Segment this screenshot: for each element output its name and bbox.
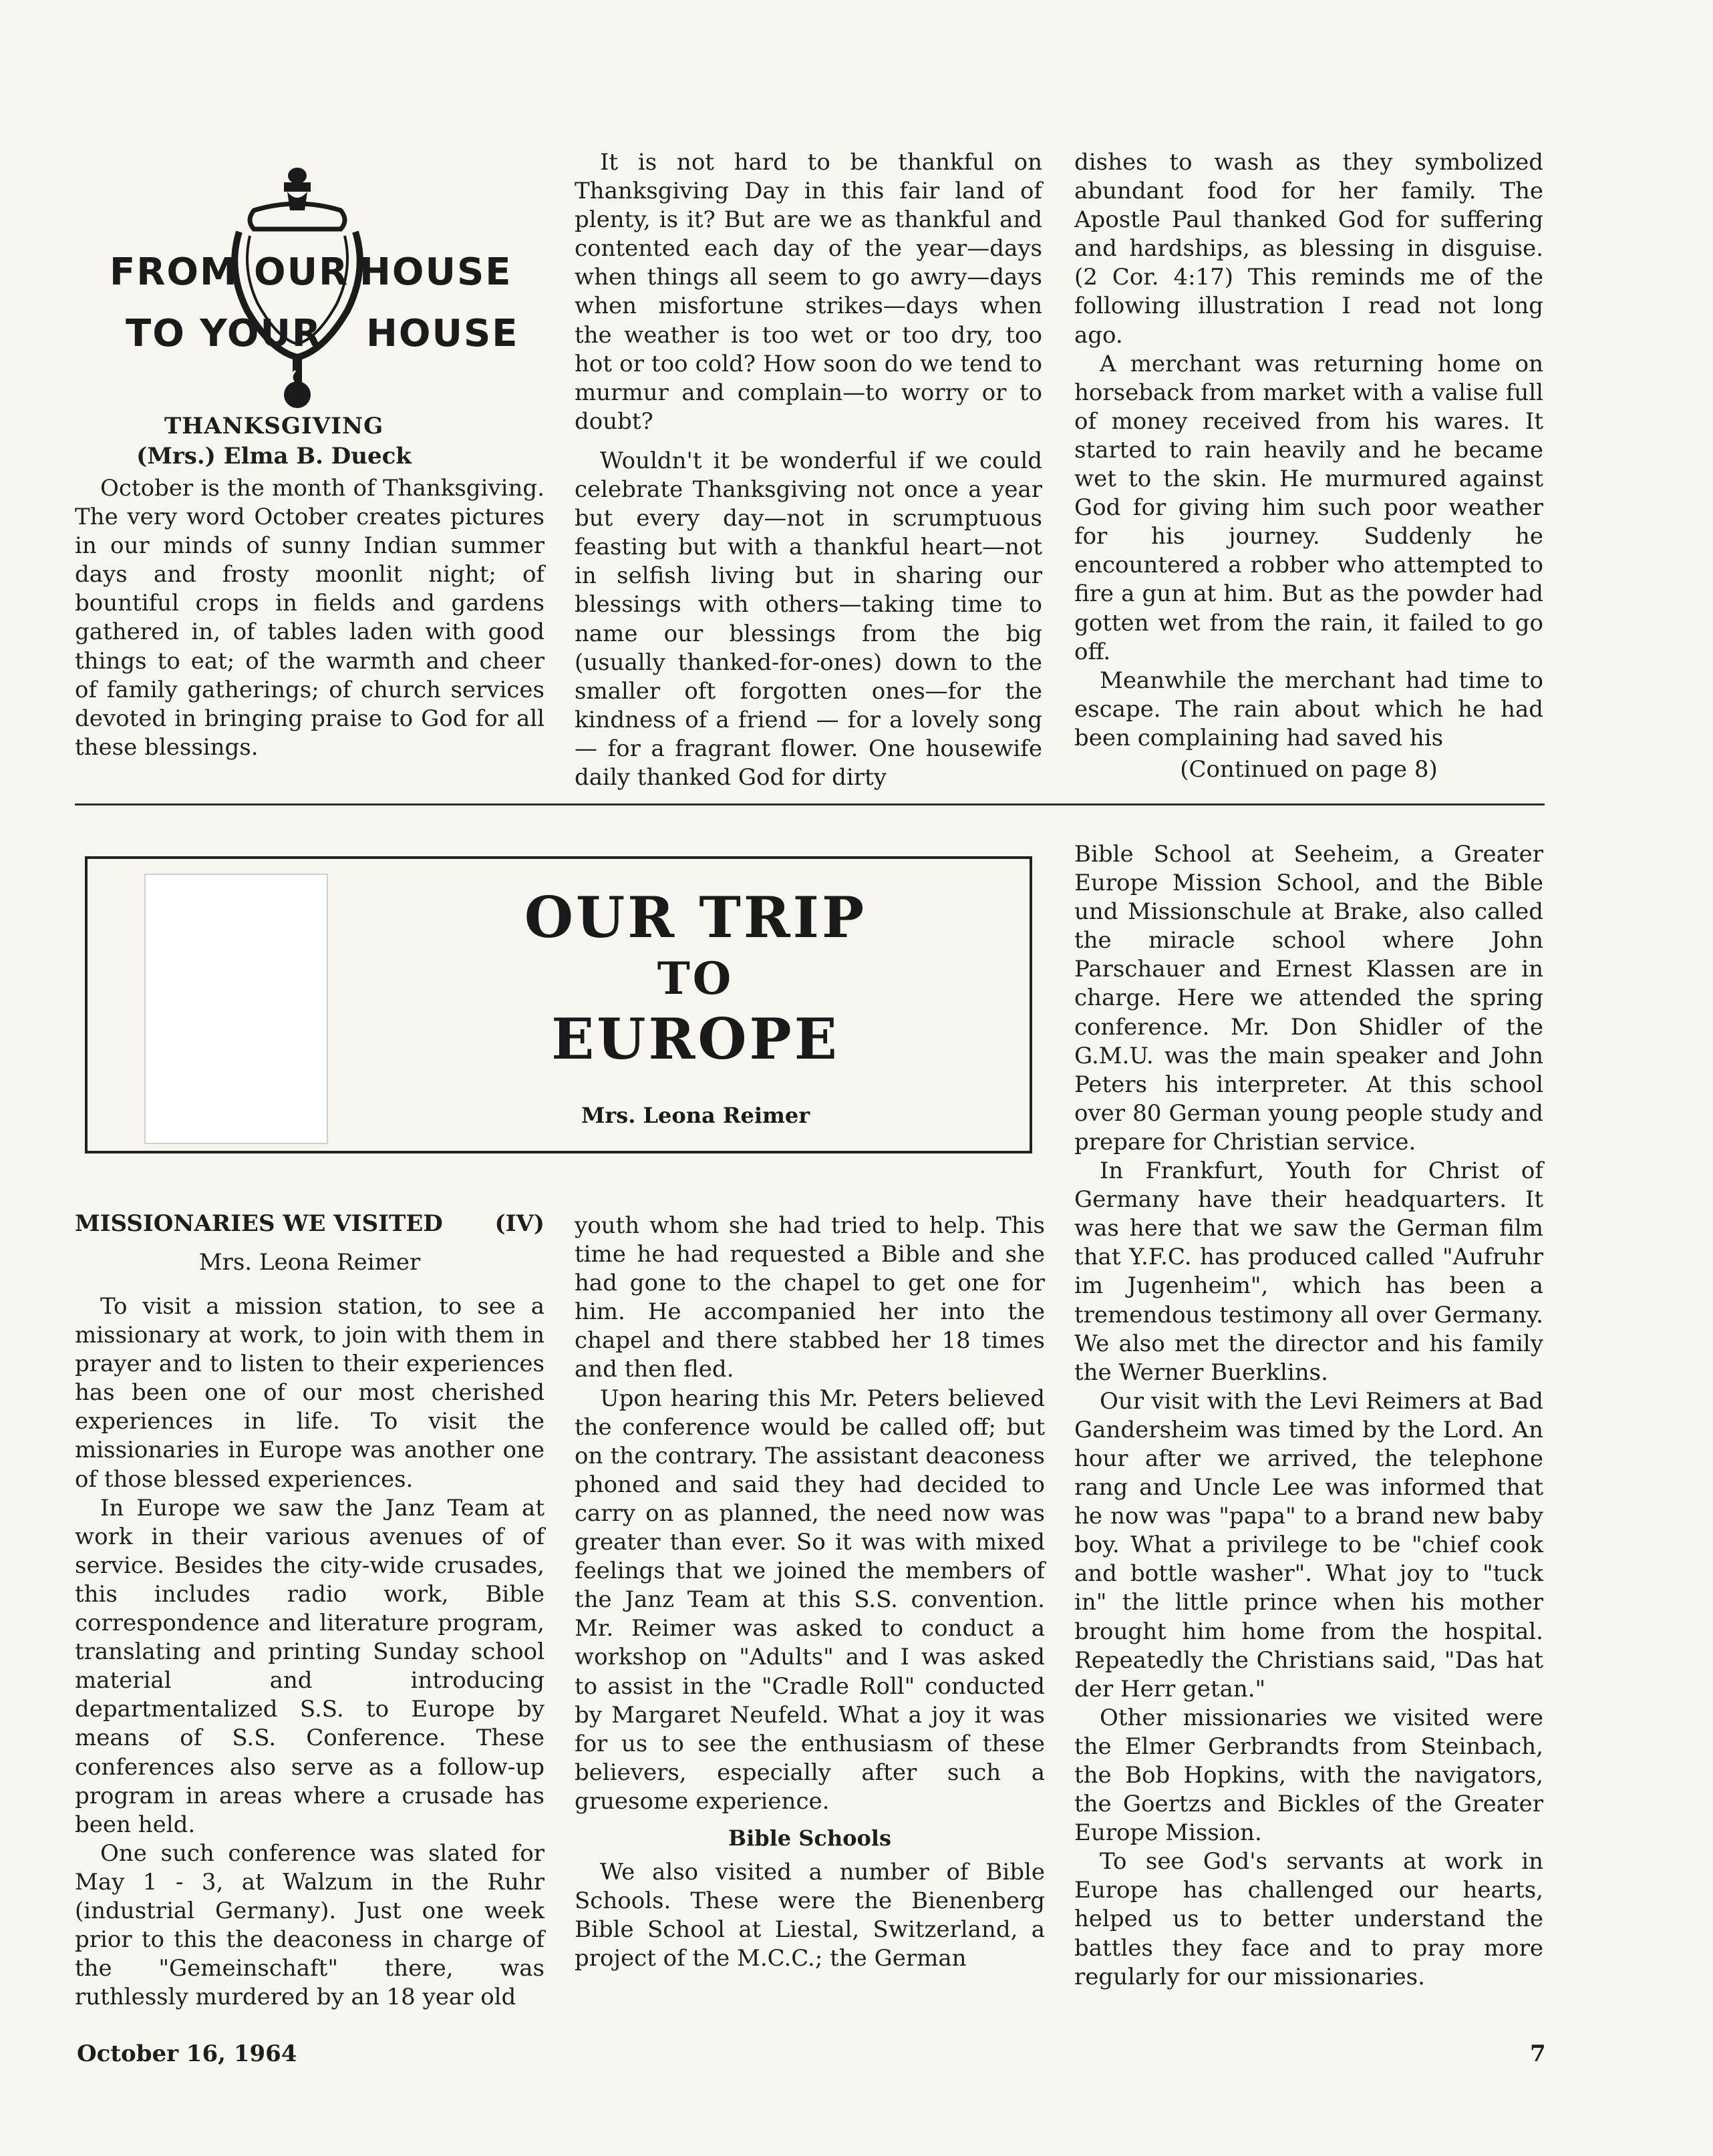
thanksgiving-column-2 xyxy=(575,148,1042,792)
paragraph: A merchant was returning home on horseback from market with a valise full of money received from his wares. It started to rain heavily and he became wet to the skin. He murmured against God for giving him such poor weather for his journey. Suddenly he encountered a robber who attempted to fire a gun at him. But as the powder had gotten wet from the rain, it failed to go off. xyxy=(1074,350,1543,665)
paragraph: Wouldn't it be wonderful if we could celebrate Thanksgiving not once a year but every day—not in scrumptuous feasting but with a thankful heart—not in selfish living but in sharing our blessings with others—taking time to name our blessings from the big (usually thanked-for-ones) down to the smaller oft forgotten ones—for the kindness of a friend — for a lovely song — for a fragrant flower. One housewife daily thanked God for dirty xyxy=(575,447,1042,791)
thanksgiving-column-1 xyxy=(75,474,544,762)
trip-title-box xyxy=(85,856,1032,1153)
paragraph: Meanwhile the merchant had time to escape. The rain about which he had been complaining had saved his xyxy=(1074,667,1543,751)
paragraph: To see God's servants at work in Europe has challenged our hearts, helped us to better understand the battles they face and to pray more regularly for our missionaries. xyxy=(1074,1848,1543,1990)
paragraph: To visit a mission station, to see a missionary at work, to join with them in prayer and to listen to their experiences has been one of our most cherished experiences in life. To visit the missionaries in Europe was another one of those blessed experiences. xyxy=(75,1293,544,1493)
footer-date: October 16, 1964 xyxy=(77,2040,297,2067)
bible-schools-subhead: Bible Schools xyxy=(728,1825,891,1851)
section-number: (IV) xyxy=(494,1210,544,1237)
paragraph: dishes to wash as they symbolized abundant food for her family. The Apostle Paul thanked God for suffering and hardships, as blessing in disguise. (2 Cor. 4:17) This reminds me of the following illustration I read not long ago. xyxy=(1074,149,1543,349)
trip-column-1 xyxy=(75,1292,544,2012)
paragraph: October is the month of Thanksgiving. The very word October creates pictures in our minds of sunny Indian summer days and frosty moonlit night; of bountiful crops in fields and gardens gathered in, of tables laden with good things to eat; of the warmth and cheer of family gatherings; of church services devoted in bringing praise to God for all these blessings. xyxy=(75,475,544,761)
paragraph: Upon hearing this Mr. Peters believed the conference would be called off; but on the contrary. The assistant deaconess phoned and said they had decided to carry on as planned, the need now was greater than ever. So it was with mixed feelings that we joined the members of the Janz Team at this S.S. convention. Mr. Reimer was asked to conduct a workshop on "Adults" and I was asked to assist in the "Cradle Roll" conducted by Margaret Neufeld. What a joy it was for us to see the enthusiasm of these believers, especially after such a gruesome experience. xyxy=(575,1385,1045,1815)
paragraph: Our visit with the Levi Reimers at Bad Gandersheim was timed by the Lord. An hour after we arrived, the telephone rang and Uncle Lee was informed that he now was "papa" to a brand new baby boy. What a privilege to be "chief cook and bottle washer". What joy to "tuck in" the little prince when his mother brought him home from the hospital. Repeatedly the Christians said, "Das hat der Herr getan." xyxy=(1074,1387,1543,1702)
section-author: Mrs. Leona Reimer xyxy=(198,1249,421,1276)
paragraph: youth whom she had tried to help. This time he had requested a Bible and she had gone to the chapel to get one for him. He accompanied her into the chapel and there stabbed her 18 times and then fled. xyxy=(575,1212,1045,1383)
trip-title-line-2: TO xyxy=(657,952,734,1005)
paragraph: In Frankfurt, Youth for Christ of Germany have their headquarters. It was here that we saw the German film that Y.F.C. has produced called "Aufruhr im Jugenheim", which has been a tremendous testimony all over Germany. We also met the director and his family the Werner Buerklins. xyxy=(1074,1157,1543,1386)
article-divider xyxy=(75,803,1545,805)
author-photo xyxy=(144,874,328,1144)
paragraph: Bible School at Seeheim, a Greater Europe Mission School, and the Bible und Missionschule at Brake, also called the miracle school where John Parschauer and Ernest Klassen are in charge. Here we attended the spring conference. Mr. Don Shidler of the G.M.U. was the main speaker and John Peters his interpreter. At this school over 80 German young people study and prepare for Christian service. xyxy=(1074,841,1543,1155)
paragraph: It is not hard to be thankful on Thanksgiving Day in this fair land of plenty, is it? But are we as thankful and contented each day of the year—days when things all seem to go awry—days when misfortune strikes—days when the weather is too wet or too dry, too hot or too cold? How soon do we tend to murmur and complain—to worry or to doubt? xyxy=(575,149,1042,435)
thanksgiving-author: (Mrs.) Elma B. Dueck xyxy=(136,443,412,470)
trip-title-line-3: EUROPE xyxy=(551,1006,840,1072)
masthead-our: OUR xyxy=(254,250,349,294)
masthead-house-1: HOUSE xyxy=(359,250,512,294)
masthead xyxy=(87,157,519,411)
thanksgiving-title: THANKSGIVING xyxy=(164,413,384,439)
trip-title-line-1: OUR TRIP xyxy=(524,884,867,950)
paragraph: Other missionaries we visited were the Elmer Gerbrandts from Steinbach, the Bob Hopkins, with the navigators, the Goertzs and Bickles of the Greater Europe Mission. xyxy=(1074,1704,1543,1847)
section-heading xyxy=(75,1210,544,1237)
paragraph: We also visited a number of Bible Schools. These were the Bienenberg Bible School at Liestal, Switzerland, a project of the M.C.C.; the German xyxy=(575,1859,1045,1972)
trip-byline: Mrs. Leona Reimer xyxy=(581,1103,810,1128)
masthead-house-2: HOUSE xyxy=(366,312,519,355)
paragraph: One such conference was slated for May 1 - 3, at Walzum in the Ruhr (industrial Germany). Just one week prior to this the deaconess in charge of the "Gemeinschaft" there, was ruthlessly murdered by an 18 year old xyxy=(75,1839,544,2011)
thanksgiving-column-3 xyxy=(1074,148,1543,784)
page-number: 7 xyxy=(1530,2040,1546,2067)
trip-column-2 xyxy=(575,1212,1045,1973)
paragraph: In Europe we saw the Janz Team at work in their various avenues of of service. Besides the city-wide crusades, this includes radio work, Bible correspondence and literature program, translating and printing Sunday school material and introducing departmentalized S.S. to Europe by means of S.S. Conference. These conferences also serve as a follow-up program in areas where a crusade has been held. xyxy=(75,1494,544,1838)
section-title: MISSIONARIES WE VISITED xyxy=(75,1210,443,1237)
trip-column-3 xyxy=(1074,840,1543,1992)
masthead-to-your: TO YOUR xyxy=(126,312,323,355)
masthead-from: FROM xyxy=(110,250,239,294)
continued-note: (Continued on page 8) xyxy=(1180,755,1438,783)
